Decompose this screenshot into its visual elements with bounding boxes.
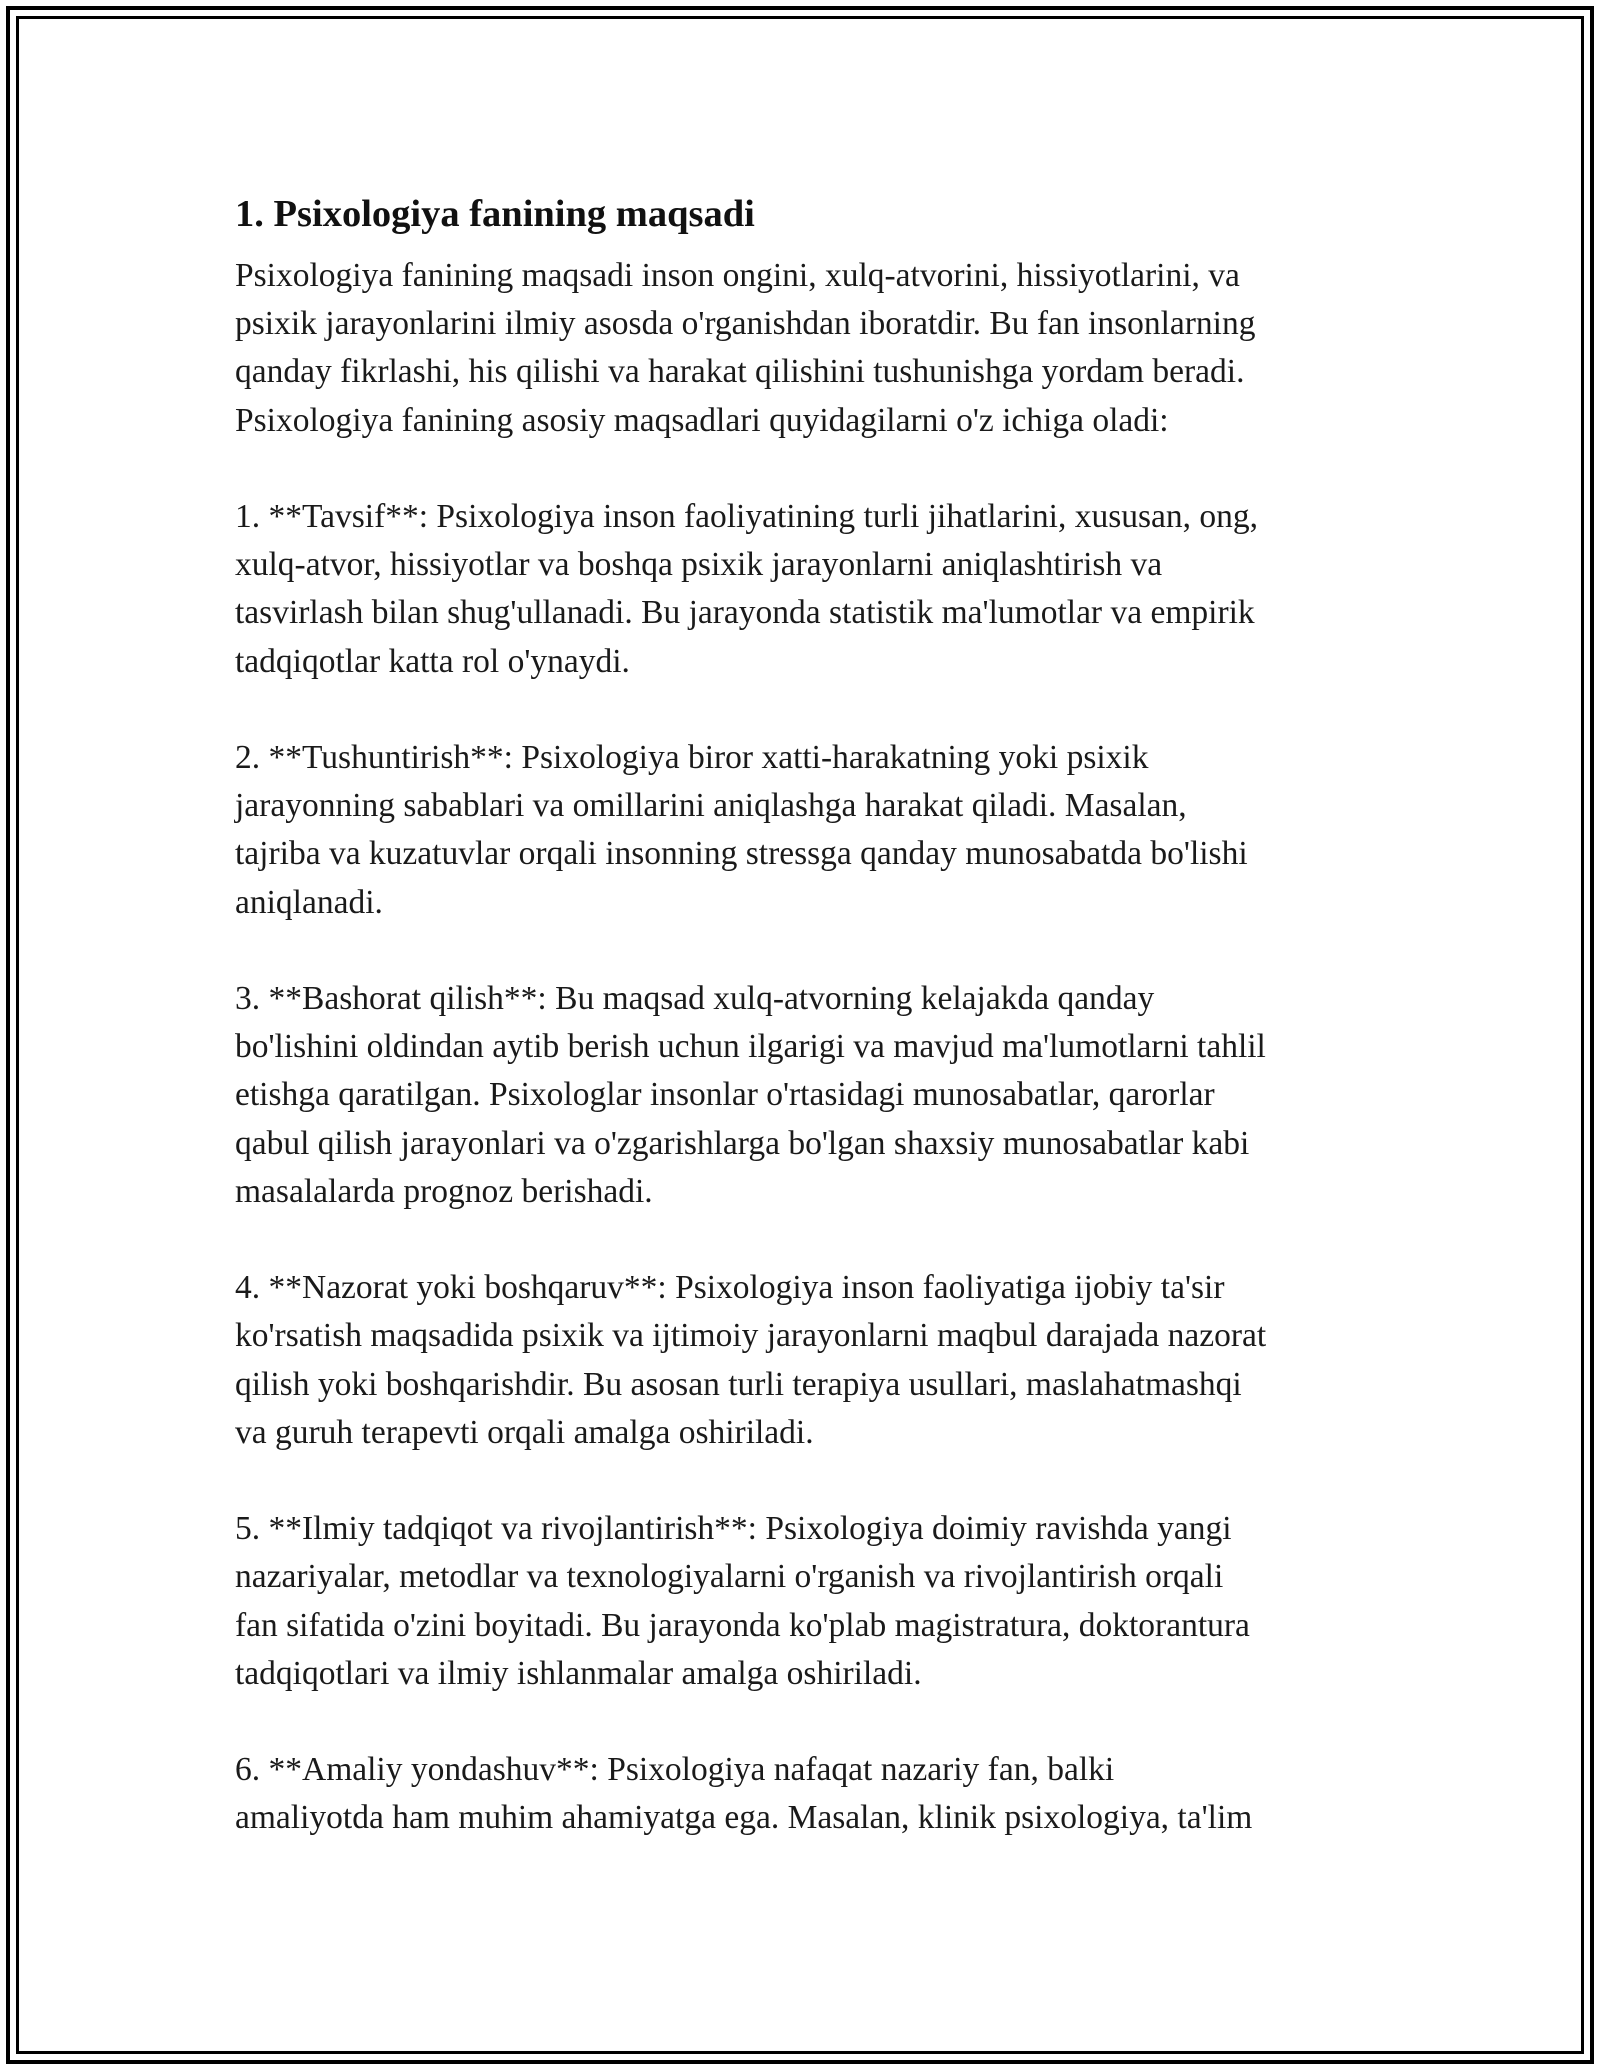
paragraph-item-2 <box>235 734 1375 927</box>
text-line: tadqiqotlari va ilmiy ishlanmalar amalga oshiriladi. <box>235 1654 922 1692</box>
text-line: xulq-atvor, hissiyotlar va boshqa psixik jarayonlarni aniqlashtirish va <box>235 546 1163 584</box>
paragraph-item-5 <box>235 1505 1375 1698</box>
text-line: tasvirlash bilan shug'ullanadi. Bu jarayonda statistik ma'lumotlar va empirik <box>235 594 1255 632</box>
text-line: 2. **Tushuntirish**: Psixologiya biror xatti-harakatning yoki psixik <box>235 739 1149 776</box>
text-line: amaliyotda ham muhim ahamiyatga ega. Masalan, klinik psixologiya, ta'lim <box>235 1799 1253 1837</box>
text-line: va guruh terapevti orqali amalga oshiriladi. <box>235 1413 814 1451</box>
text-line: Psixologiya fanining maqsadi inson ongini, xulq-atvorini, hissiyotlarini, va <box>235 257 1240 294</box>
paragraph-item-4 <box>235 1264 1375 1457</box>
text-line: jarayonning sabablari va omillarini aniqlashga harakat qiladi. Masalan, <box>235 787 1187 825</box>
text-line: 6. **Amaliy yondashuv**: Psixologiya nafaqat nazariy fan, balki <box>235 1751 1115 1789</box>
paragraph-item-1 <box>235 493 1375 686</box>
section-heading: 1. Psixologiya fanining maqsadi <box>235 193 755 235</box>
text-line: tajriba va kuzatuvlar orqali insonning stressga qanday munosabatda bo'lishi <box>235 835 1248 873</box>
text-line: ko'rsatish maqsadida psixik va ijtimoiy jarayonlarni maqbul darajada nazorat <box>235 1317 1267 1355</box>
text-line: bo'lishini oldindan aytib berish uchun ilgarigi va mavjud ma'lumotlarni tahlil <box>235 1028 1266 1066</box>
text-line: qabul qilish jarayonlari va o'zgarishlarga bo'lgan shaxsiy munosabatlar kabi <box>235 1124 1250 1162</box>
paragraph-item-3 <box>235 975 1375 1216</box>
text-line: etishga qaratilgan. Psixologlar insonlar o'rtasidagi munosabatlar, qarorlar <box>235 1076 1215 1114</box>
paragraph-intro <box>235 252 1375 445</box>
text-line: qanday fikrlashi, his qilishi va harakat qilishini tushunishga yordam beradi. <box>235 353 1245 391</box>
text-line: 3. **Bashorat qilish**: Bu maqsad xulq-atvorning kelajakda qanday <box>235 980 1155 1017</box>
text-line: 4. **Nazorat yoki boshqaruv**: Psixologiya inson faoliyatiga ijobiy ta'sir <box>235 1269 1225 1307</box>
text-line: Psixologiya fanining asosiy maqsadlari quyidagilarni o'z ichiga oladi: <box>235 401 1169 439</box>
text-line: 1. **Tavsif**: Psixologiya inson faoliyatining turli jihatlarini, xususan, ong, <box>235 498 1259 535</box>
text-line: tadqiqotlar katta rol o'ynaydi. <box>235 642 630 680</box>
text-line: masalalarda prognoz berishadi. <box>235 1172 653 1210</box>
text-line: psixik jarayonlarini ilmiy asosda o'rganishdan iboratdir. Bu fan insonlarning <box>235 305 1256 343</box>
paragraph-item-6 <box>235 1746 1375 1842</box>
text-line: nazariyalar, metodlar va texnologiyalarni o'rganish va rivojlantirish orqali <box>235 1558 1224 1596</box>
text-line: aniqlanadi. <box>235 883 383 921</box>
text-line: fan sifatida o'zini boyitadi. Bu jarayonda ko'plab magistratura, doktorantura <box>235 1606 1250 1644</box>
document-body <box>235 186 1375 1843</box>
text-line: qilish yoki boshqarishdir. Bu asosan turli terapiya usullari, maslahatmashqi <box>235 1365 1242 1403</box>
text-line: 5. **Ilmiy tadqiqot va rivojlantirish**: Psixologiya doimiy ravishda yangi <box>235 1510 1232 1548</box>
